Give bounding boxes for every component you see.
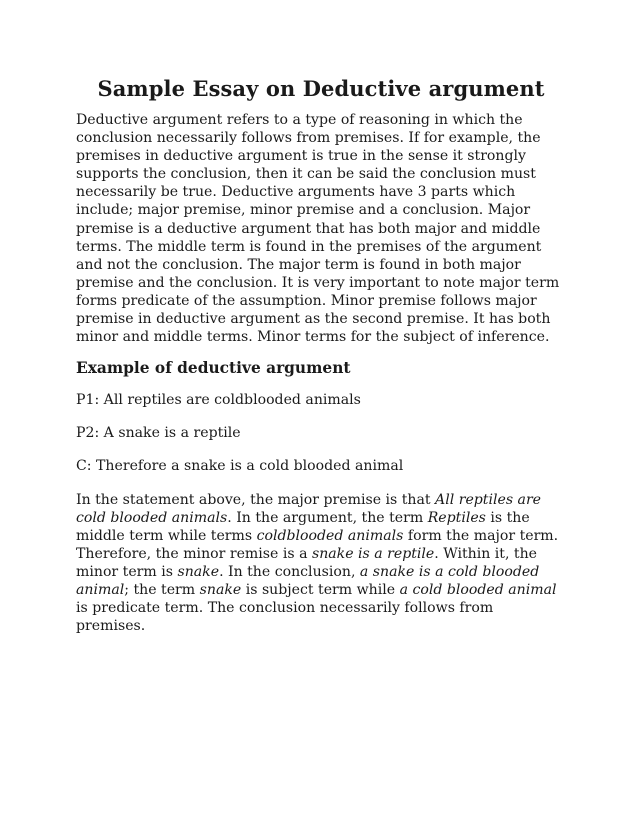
analysis-emphasis: snake: [199, 581, 242, 598]
essay-title: Sample Essay on Deductive argument: [97, 76, 545, 101]
analysis-text: ; the term: [124, 581, 200, 598]
analysis-paragraph: [76, 491, 566, 636]
intro-paragraph: Deductive argument refers to a type of reasoning in which the conclusion necessarily follows from premises. If for example, the premises in deductive argument is true in the sense it strongly supports the conclusion, then it can be said the conclusion must necessarily be true. Deductive arguments have 3 parts which include; major premise, minor premise and a conclusion. Major premise is a deductive argument that has both major and middle terms. The middle term is found in the premises of the argument and not the conclusion. The major term is found in both major premise and the conclusion. It is very important to note major term forms predicate of the assumption. Minor premise follows major premise in deductive argument as the second premise. It has both minor and middle terms. Minor terms for the subject of inference.: [76, 112, 560, 346]
analysis-text: is the middle term while terms: [76, 509, 530, 544]
premise-2: P2: A snake is a reptile: [76, 425, 241, 442]
analysis-emphasis: Reptiles: [427, 509, 486, 526]
analysis-text: form the major term. Therefore, the minor remise is a: [76, 527, 559, 562]
essay-content: [76, 76, 566, 635]
example-heading: Example of deductive argument: [76, 359, 351, 378]
analysis-text: . In the argument, the term: [227, 509, 428, 526]
analysis-text: . In the conclusion,: [219, 563, 360, 580]
analysis-emphasis: snake: [177, 563, 220, 580]
analysis-text: is subject term while: [241, 581, 400, 598]
conclusion-line: C: Therefore a snake is a cold blooded animal: [76, 458, 404, 475]
analysis-text: In the statement above, the major premise is that: [76, 491, 436, 508]
analysis-emphasis: a cold blooded animal: [399, 581, 557, 598]
analysis-emphasis: All reptiles are cold blooded animals: [76, 491, 542, 526]
analysis-emphasis: coldblooded animals: [256, 527, 404, 544]
analysis-text: . Within it, the minor term is: [76, 545, 537, 580]
analysis-emphasis: a snake is a cold blooded animal: [76, 563, 540, 598]
premise-1: P1: All reptiles are coldblooded animals: [76, 392, 361, 409]
analysis-emphasis: snake is a reptile: [311, 545, 435, 562]
analysis-text: is predicate term. The conclusion necessarily follows from premises.: [76, 600, 494, 635]
